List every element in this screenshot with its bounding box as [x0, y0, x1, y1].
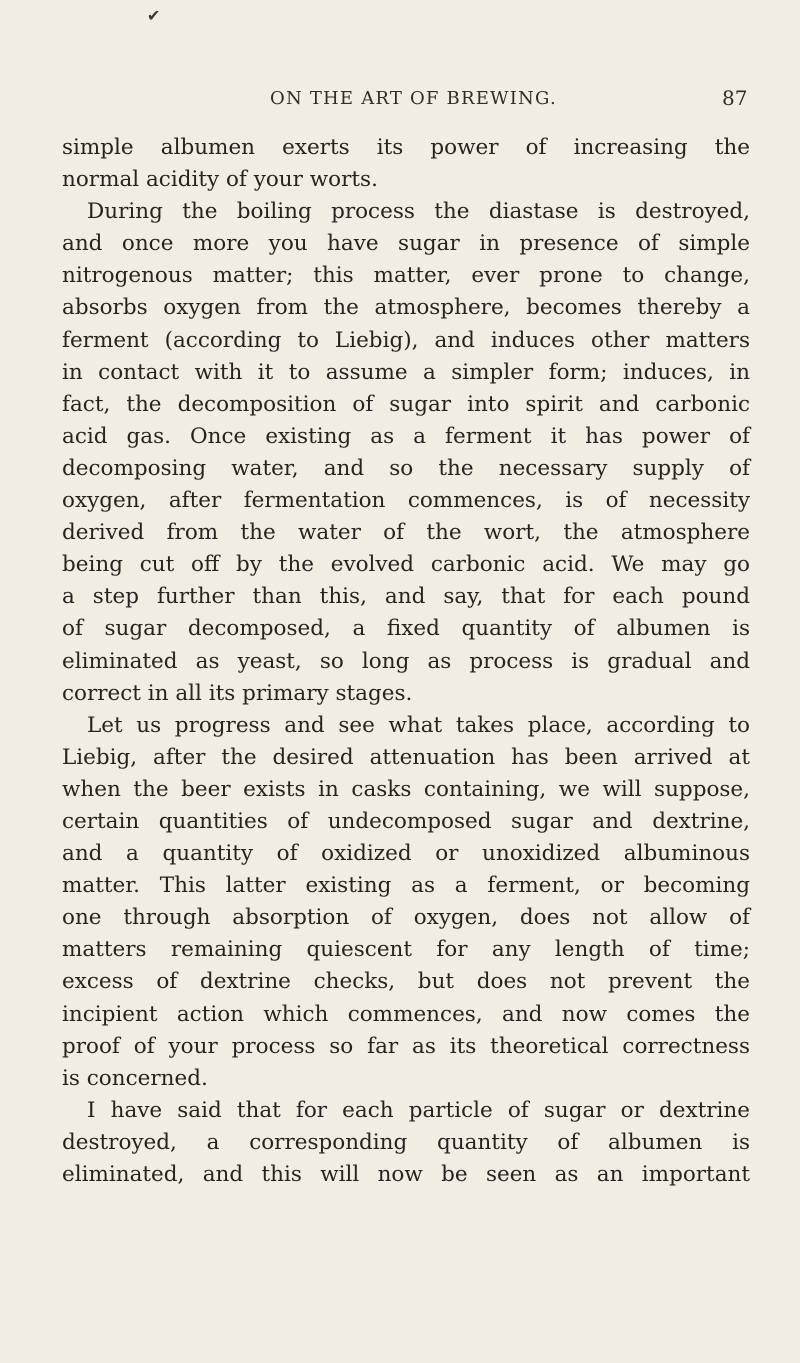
text-line: incipient action which commences, and now comes the [62, 1001, 750, 1027]
text-line: being cut off by the evolved carbonic acid. We may go [62, 552, 750, 578]
text-line: normal acidity of your worts. [62, 167, 378, 193]
text-line: derived from the water of the wort, the atmosphere [62, 520, 750, 546]
text-line: eliminated, and this will now be seen as an important [62, 1162, 750, 1187]
text-line: oxygen, after fermentation commences, is of necessity [62, 488, 750, 514]
page-number: 87 [722, 86, 748, 110]
text-line: absorbs oxygen from the atmosphere, becomes thereby a [62, 295, 750, 321]
text-line: when the beer exists in casks containing, we will suppose, [62, 776, 750, 802]
text-line: in contact with it to assume a simpler form; induces, in [62, 359, 750, 385]
text-line: Let us progress and see what takes place, according to [87, 712, 750, 738]
text-line: excess of dextrine checks, but does not prevent the [62, 969, 750, 995]
text-line: acid gas. Once existing as a ferment it has power of [62, 423, 750, 449]
text-line: one through absorption of oxygen, does not allow of [62, 905, 750, 931]
text-line: proof of your process so far as its theoretical correctness [62, 1033, 750, 1059]
text-line: matters remaining quiescent for any length of time; [62, 937, 750, 963]
text-line: ferment (according to Liebig), and induces other matters [62, 327, 750, 353]
text-line: decomposing water, and so the necessary supply of [62, 455, 750, 481]
text-line: and once more you have sugar in presence of simple [62, 231, 750, 257]
text-line: eliminated as yeast, so long as process is gradual and [62, 648, 750, 674]
text-line: a step further than this, and say, that for each pound [62, 584, 750, 610]
text-line: nitrogenous matter; this matter, ever prone to change, [62, 263, 750, 289]
body-text [62, 132, 750, 1191]
running-head: ON THE ART OF BREWING. [270, 88, 557, 109]
text-line: simple albumen exerts its power of increasing the [62, 135, 750, 160]
text-line: correct in all its primary stages. [62, 680, 413, 706]
text-line: certain quantities of undecomposed sugar and dextrine, [62, 808, 750, 834]
text-line: I have said that for each particle of sugar or dextrine [87, 1097, 750, 1123]
text-line: During the boiling process the diastase is destroyed, [87, 199, 750, 225]
text-line: is concerned. [62, 1065, 208, 1091]
text-line: matter. This latter existing as a ferment, or becoming [62, 873, 750, 899]
text-line: and a quantity of oxidized or unoxidized albuminous [62, 841, 750, 867]
text-line: Liebig, after the desired attenuation has been arrived at [62, 744, 750, 770]
text-line: destroyed, a corresponding quantity of albumen is [62, 1129, 750, 1155]
text-line: of sugar decomposed, a fixed quantity of albumen is [62, 616, 750, 642]
text-line: fact, the decomposition of sugar into spirit and carbonic [62, 391, 750, 417]
corner-tick-mark: ✔ [147, 6, 161, 25]
